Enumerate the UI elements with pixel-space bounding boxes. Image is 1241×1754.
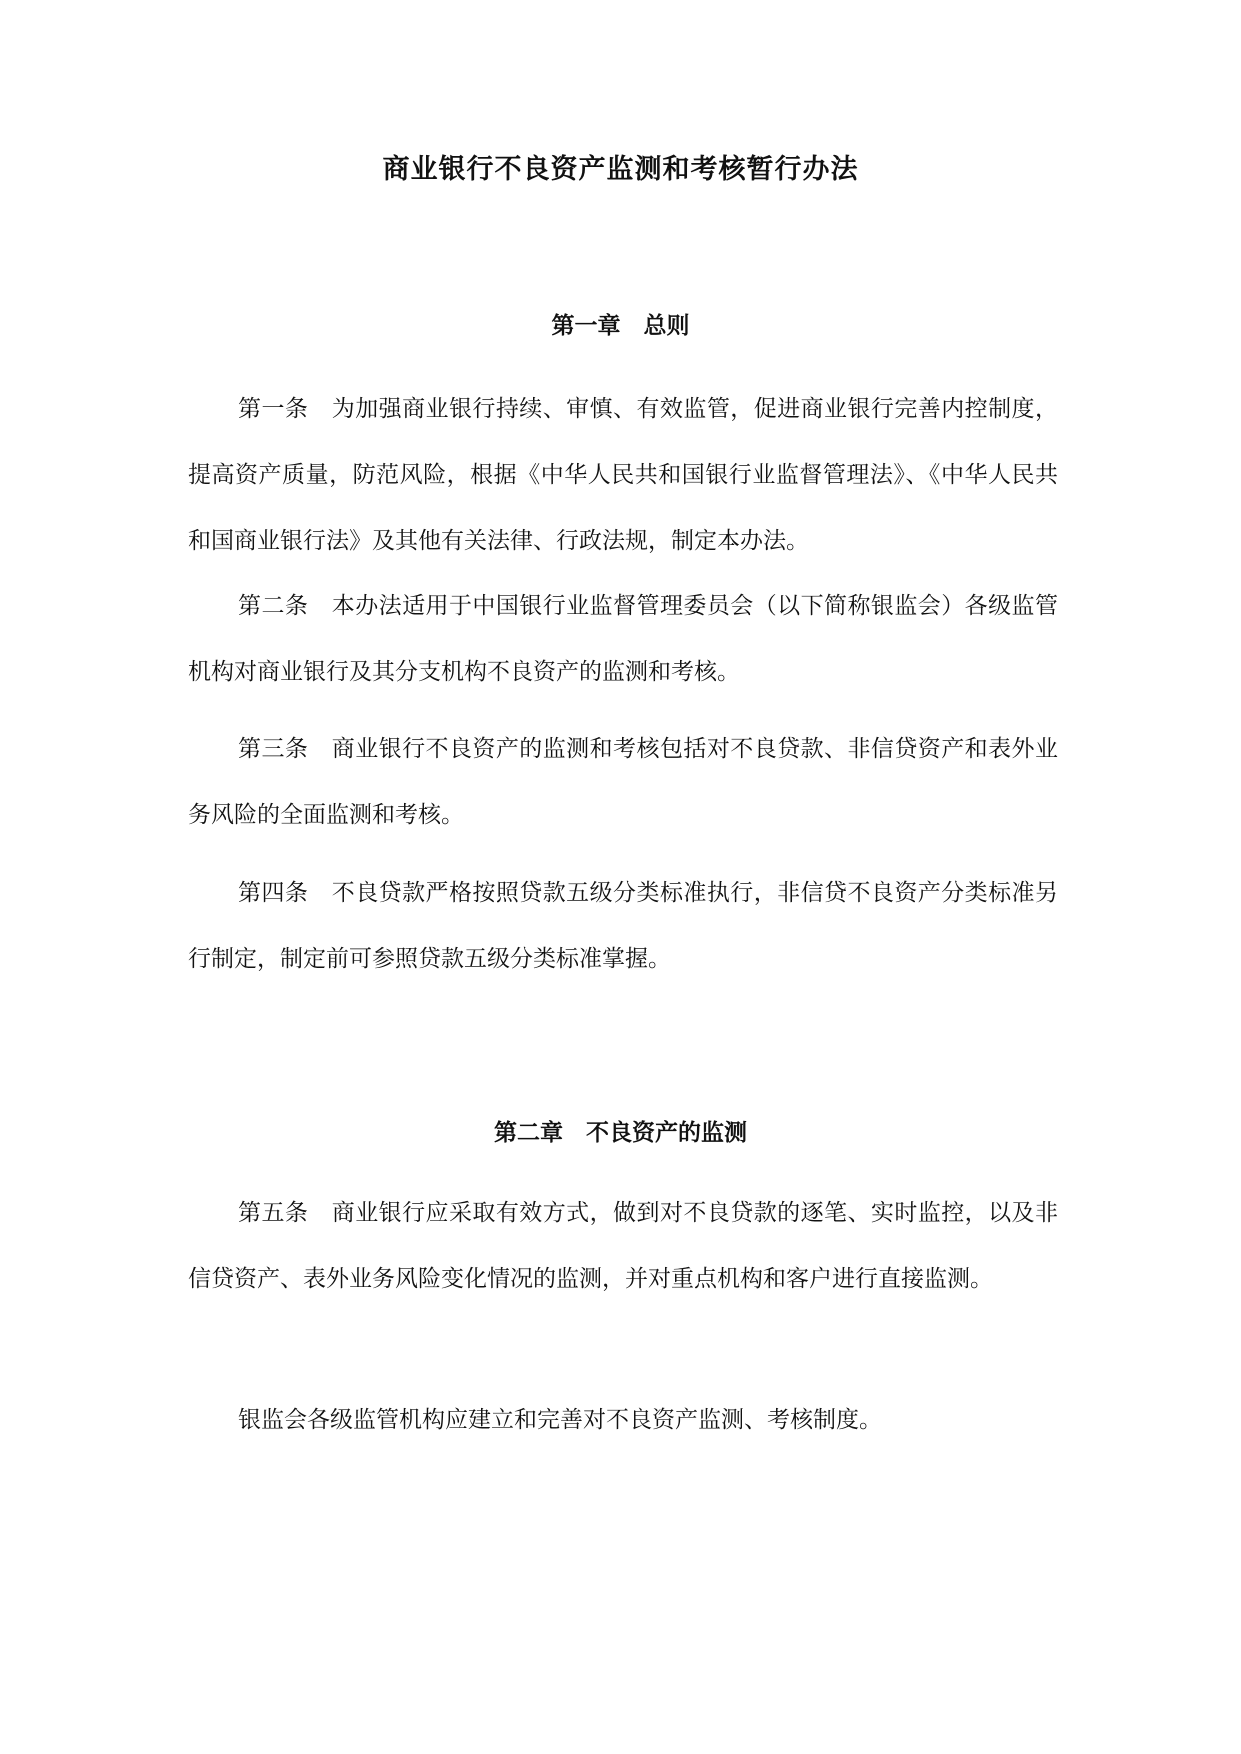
article-5: 第五条 商业银行应采取有效方式，做到对不良贷款的逐笔、实时监控，以及非信贷资产、表外业务风险变化情况的监测，并对重点机构和客户进行直接监测。 <box>188 1200 1058 1292</box>
article-2: 第二条 本办法适用于中国银行业监督管理委员会（以下简称银监会）各级监管机构对商业银行及其分支机构不良资产的监测和考核。 <box>188 593 1058 685</box>
article-4: 第四条 不良贷款严格按照贷款五级分类标准执行，非信贷不良资产分类标准另行制定，制定前可参照贷款五级分类标准掌握。 <box>188 880 1058 972</box>
document-title: 商业银行不良资产监测和考核暂行办法 <box>382 154 859 185</box>
chapter-heading-1: 第一章 总则 <box>551 312 690 339</box>
article-5-paragraph-2: 银监会各级监管机构应建立和完善对不良资产监测、考核制度。 <box>238 1407 882 1433</box>
article-3: 第三条 商业银行不良资产的监测和考核包括对不良贷款、非信贷资产和表外业务风险的全面监测和考核。 <box>188 736 1058 828</box>
chapter-heading-2: 第二章 不良资产的监测 <box>494 1119 747 1146</box>
article-1: 第一条 为加强商业银行持续、审慎、有效监管，促进商业银行完善内控制度，提高资产质量，防范风险，根据《中华人民共和国银行业监督管理法》、《中华人民共和国商业银行法》及其他有关法律、行政法规，制定本办法。 <box>188 396 1058 554</box>
